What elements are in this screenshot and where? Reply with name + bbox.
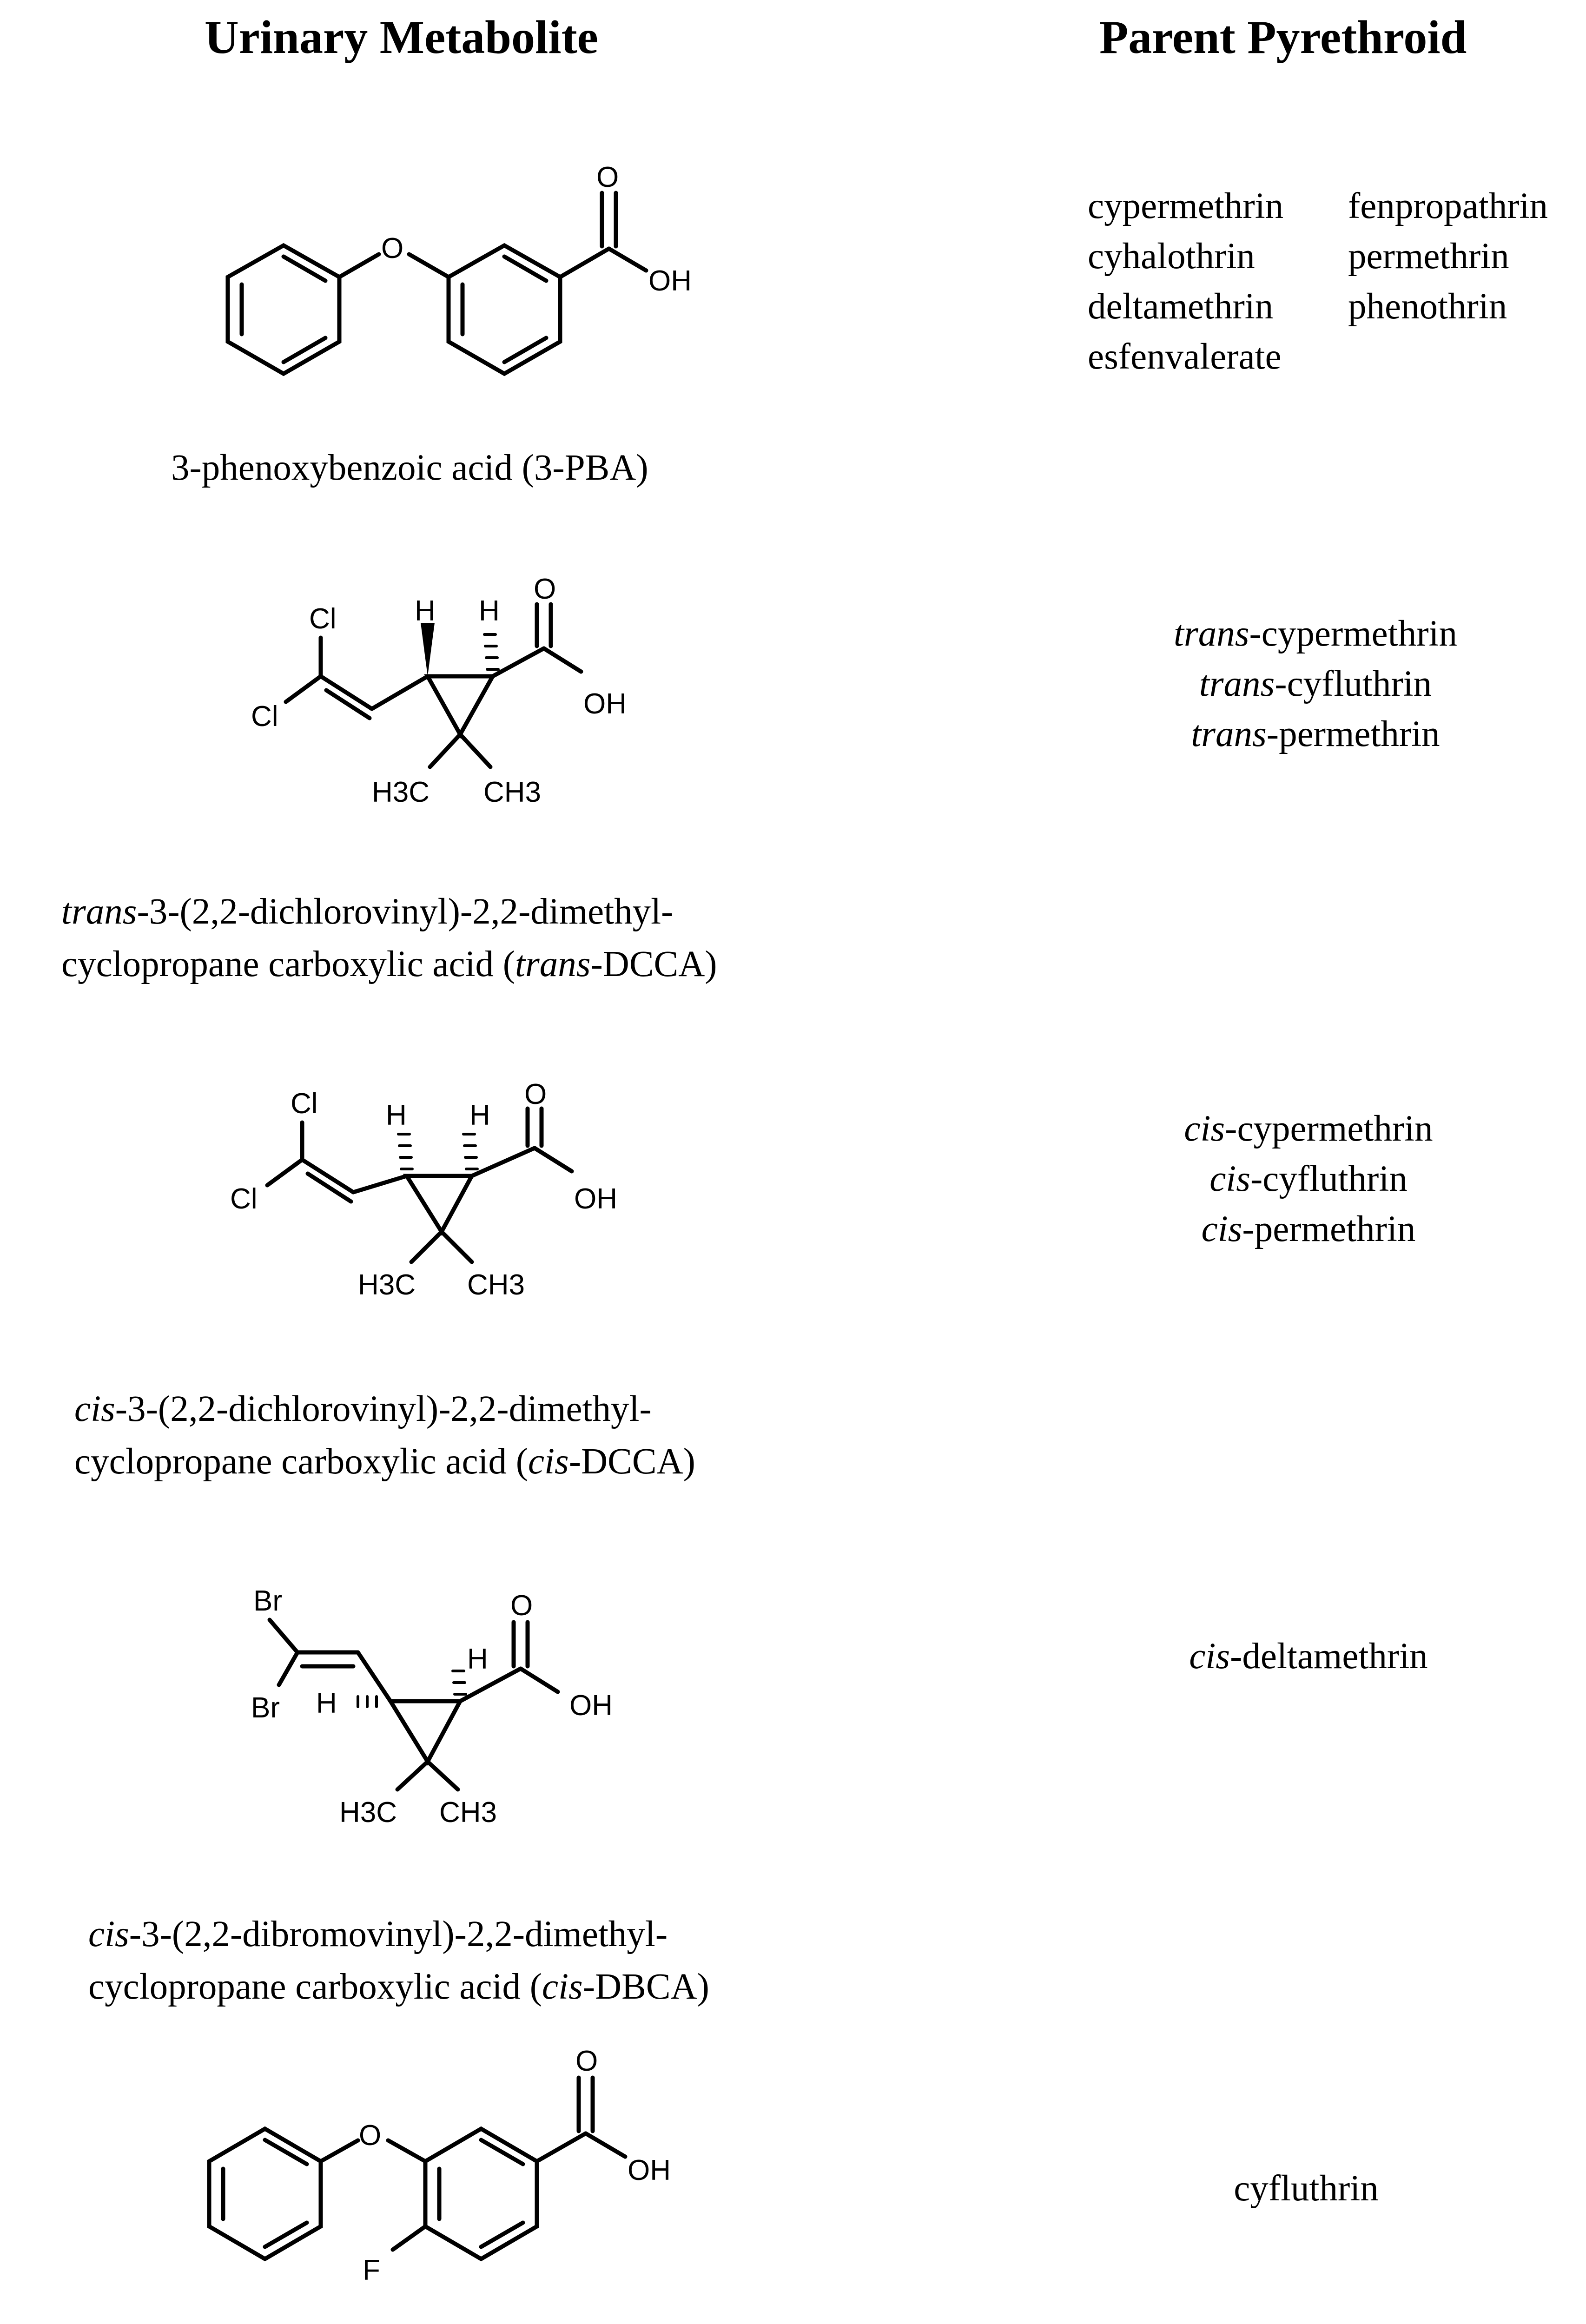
name-line-2-end: -DCCA) bbox=[568, 1441, 695, 1482]
hydroxyl-label: OH bbox=[569, 1690, 613, 1722]
metabolite-name-3-pba: 3-phenoxybenzoic acid (3-PBA) bbox=[171, 448, 648, 488]
structure-cis-dcca bbox=[230, 1078, 617, 1301]
parent-item: cis-deltamethrin bbox=[1189, 1636, 1428, 1677]
italic-prefix: cis bbox=[74, 1389, 115, 1429]
hydroxyl-label: OH bbox=[583, 688, 627, 720]
name-line-1: -3-(2,2-dichlorovinyl)-2,2-dimethyl- bbox=[137, 891, 674, 932]
metabolite-name-cis-dcca bbox=[74, 1383, 695, 1488]
italic-abbrev-prefix: cis bbox=[528, 1441, 569, 1482]
carbonyl-oxygen-label: O bbox=[575, 2045, 598, 2077]
ether-oxygen-label: O bbox=[381, 232, 404, 264]
hydrogen-label-2: H bbox=[467, 1643, 488, 1675]
parent-item: cis-cyfluthrin bbox=[1209, 1159, 1408, 1199]
header-parent: Parent Pyrethroid bbox=[1099, 11, 1467, 64]
chlorine-label-2: Cl bbox=[230, 1183, 258, 1215]
hydrogen-label-2: H bbox=[469, 1099, 490, 1131]
methyl-label-2: CH3 bbox=[467, 1269, 525, 1301]
parent-list-cis-dbca bbox=[1106, 1631, 1511, 1682]
hydroxyl-label: OH bbox=[628, 2154, 671, 2186]
hydrogen-label-1: H bbox=[386, 1099, 407, 1131]
parent-item: phenothrin bbox=[1348, 286, 1507, 327]
methyl-label-2: CH3 bbox=[483, 776, 542, 808]
parent-item: cypermethrin bbox=[1088, 186, 1284, 226]
fluorine-label: F bbox=[363, 2254, 380, 2286]
parent-item: cis-permethrin bbox=[1201, 1209, 1416, 1249]
chlorine-label-1: Cl bbox=[291, 1088, 318, 1120]
hydrogen-label-2: H bbox=[479, 595, 500, 627]
metabolite-name-trans-dcca bbox=[61, 885, 717, 990]
carbonyl-oxygen-label: O bbox=[510, 1590, 533, 1622]
parent-list-cis-dcca bbox=[1106, 1104, 1511, 1254]
ether-oxygen-label: O bbox=[359, 2119, 382, 2152]
hydrogen-label-1: H bbox=[415, 595, 436, 627]
name-line-2-end: -DCCA) bbox=[590, 944, 717, 984]
parent-item: cyfluthrin bbox=[1234, 2168, 1379, 2209]
italic-prefix: cis bbox=[88, 1914, 129, 1954]
parent-item: permethrin bbox=[1348, 236, 1509, 277]
methyl-label-1: H3C bbox=[339, 1796, 397, 1829]
parent-item: cis-cypermethrin bbox=[1184, 1109, 1433, 1149]
name-line-2-start: cyclopropane carboxylic acid ( bbox=[74, 1441, 529, 1482]
parent-item: cyhalothrin bbox=[1088, 236, 1255, 277]
chlorine-label-1: Cl bbox=[309, 603, 337, 635]
bromine-label-2: Br bbox=[251, 1692, 280, 1724]
header-metabolite: Urinary Metabolite bbox=[205, 11, 598, 64]
parent-list-4-fluoro-3-pba bbox=[1106, 2164, 1506, 2214]
parent-list-trans-dcca bbox=[1106, 609, 1525, 759]
parent-item: fenpropathrin bbox=[1348, 186, 1548, 226]
methyl-label-2: CH3 bbox=[439, 1796, 497, 1829]
methyl-label-1: H3C bbox=[358, 1269, 416, 1301]
italic-abbrev-prefix: trans bbox=[515, 944, 591, 984]
italic-abbrev-prefix: cis bbox=[542, 1967, 583, 2007]
name-line-1: -3-(2,2-dibromovinyl)-2,2-dimethyl- bbox=[129, 1914, 668, 1954]
parent-item: esfenvalerate bbox=[1088, 337, 1282, 377]
structure-4-fluoro-3-pba bbox=[209, 2045, 671, 2286]
hydroxyl-label: OH bbox=[574, 1183, 617, 1215]
name-line-2-start: cyclopropane carboxylic acid ( bbox=[88, 1967, 542, 2007]
parent-list-3-pba-right bbox=[1348, 181, 1548, 332]
parent-item: trans-cypermethrin bbox=[1174, 614, 1457, 654]
metabolite-name-cis-dbca bbox=[88, 1908, 709, 2013]
chlorine-label-2: Cl bbox=[251, 700, 278, 733]
structure-3-pba bbox=[228, 161, 692, 374]
italic-prefix: trans bbox=[61, 891, 137, 932]
parent-list-3-pba-left bbox=[1088, 181, 1283, 382]
parent-item: trans-cyfluthrin bbox=[1199, 664, 1432, 704]
structure-trans-dcca bbox=[251, 573, 627, 808]
carbonyl-oxygen-label: O bbox=[596, 161, 619, 193]
methyl-label-1: H3C bbox=[372, 776, 430, 808]
carbonyl-oxygen-label: O bbox=[524, 1078, 547, 1110]
parent-item: trans-permethrin bbox=[1191, 714, 1440, 754]
parent-item: deltamethrin bbox=[1088, 286, 1274, 327]
carbonyl-oxygen-label: O bbox=[534, 573, 556, 605]
bromine-label-1: Br bbox=[253, 1585, 282, 1617]
name-line-1: -3-(2,2-dichlorovinyl)-2,2-dimethyl- bbox=[115, 1389, 652, 1429]
name-line-2-end: -DBCA) bbox=[582, 1967, 709, 2007]
name-line-2-start: cyclopropane carboxylic acid ( bbox=[61, 944, 515, 984]
hydroxyl-label: OH bbox=[648, 265, 692, 297]
structure-cis-dbca bbox=[251, 1585, 613, 1829]
hydrogen-label-1: H bbox=[316, 1687, 337, 1719]
